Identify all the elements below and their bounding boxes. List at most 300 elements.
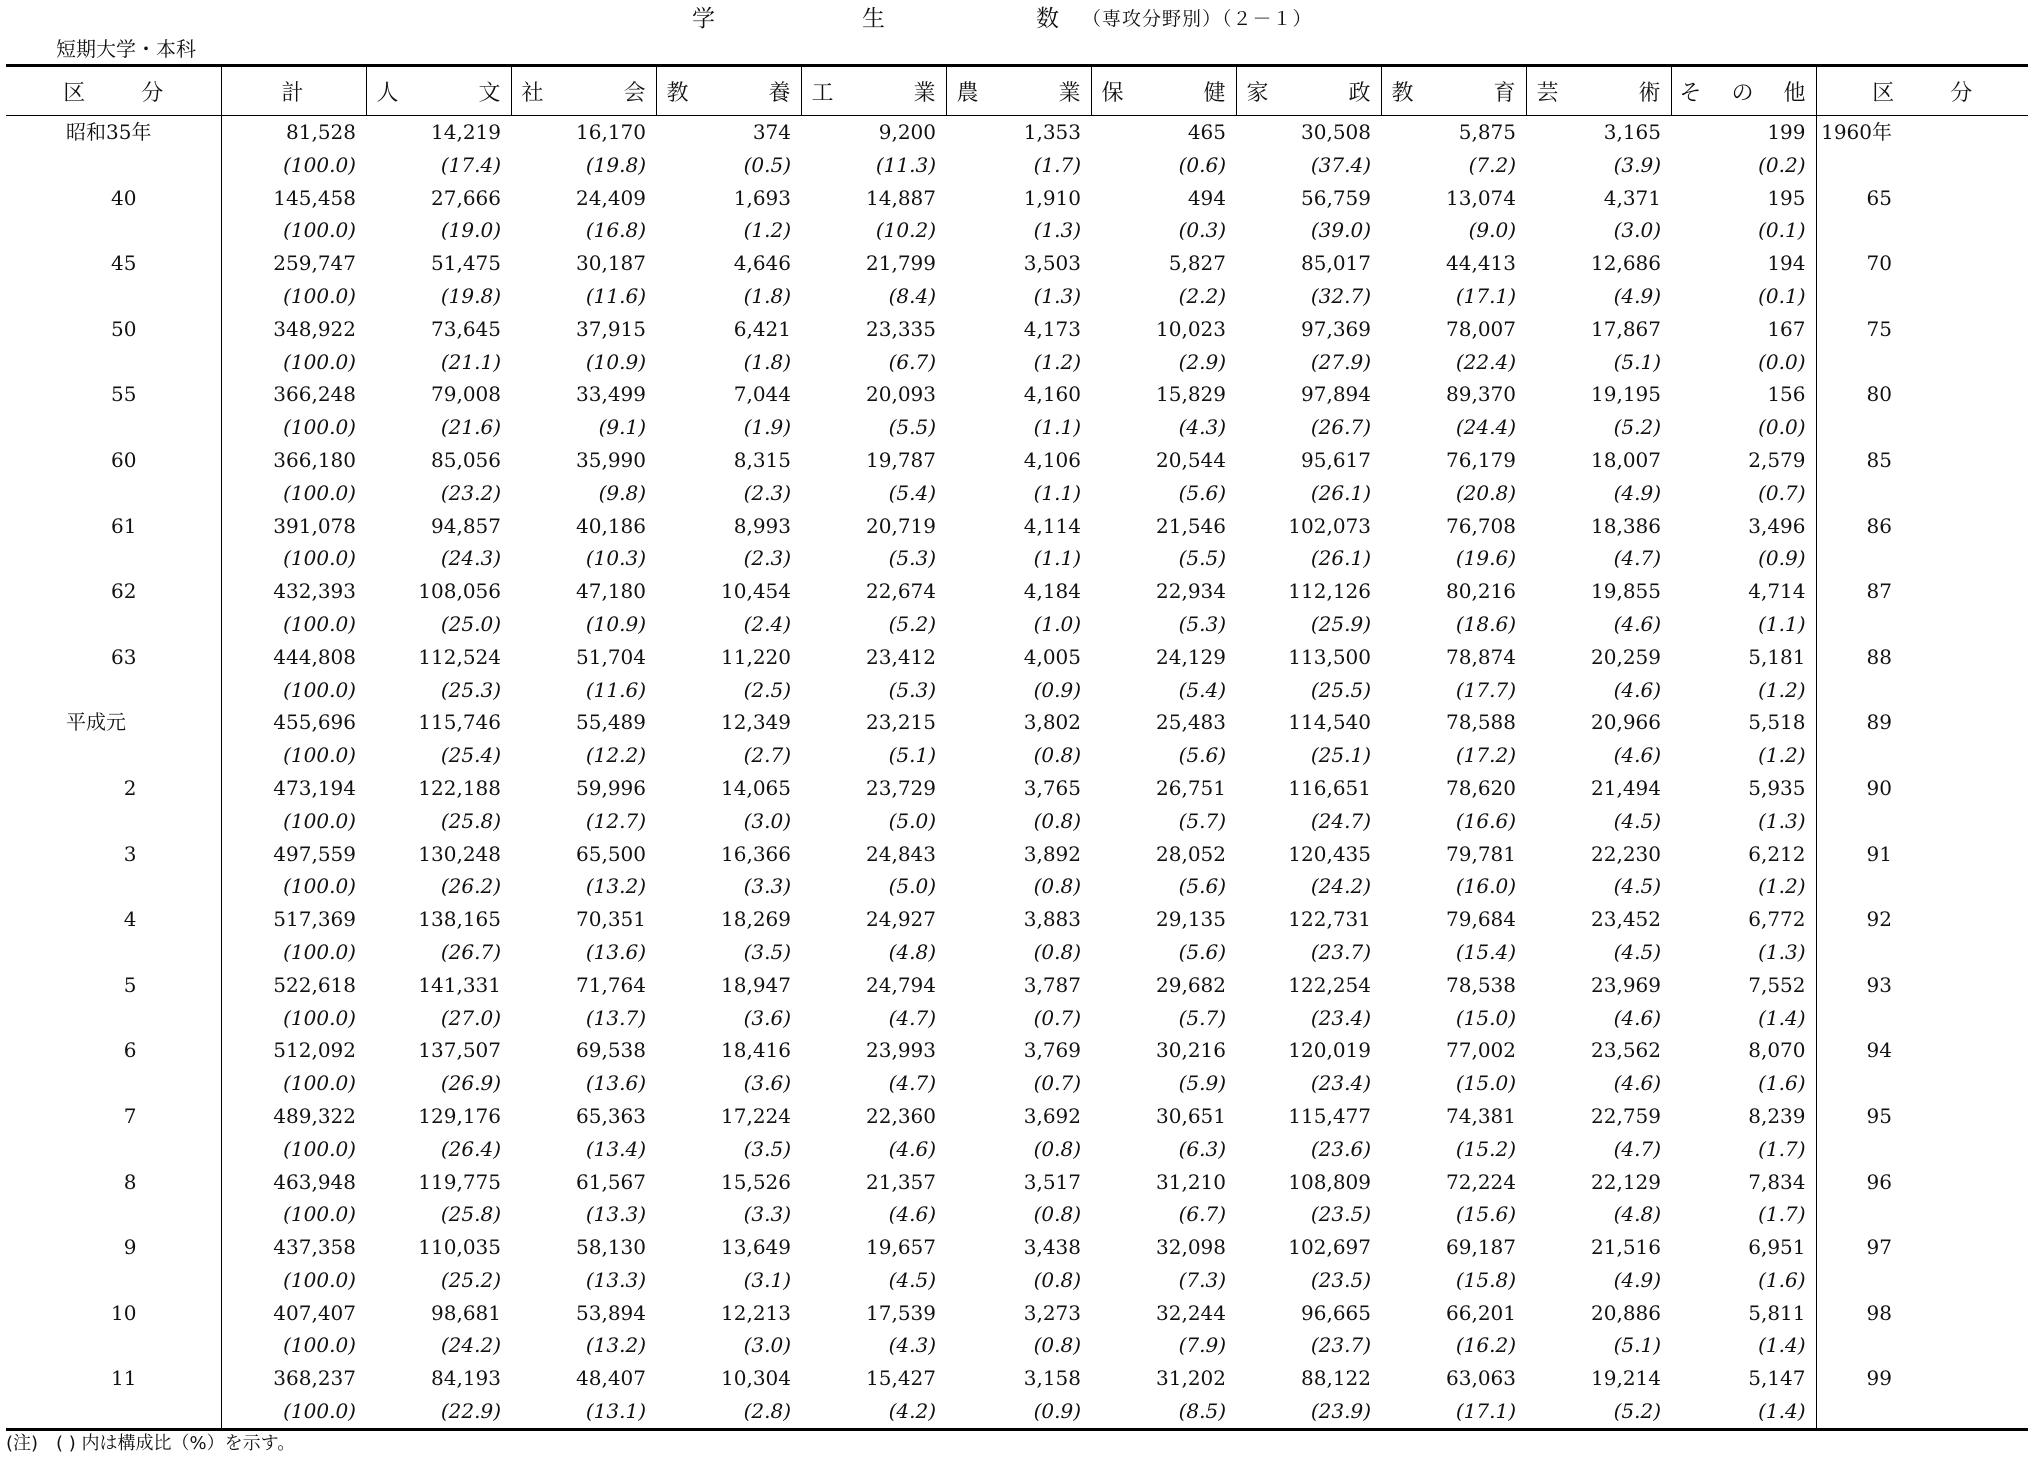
- row-label-empty: [6, 542, 221, 575]
- title-char-1: 学: [692, 6, 715, 32]
- percent-cell: (37.4): [1310, 152, 1371, 177]
- percent-cell: (26.9): [440, 1071, 501, 1096]
- percent-cell: (19.6): [1455, 546, 1516, 571]
- value-cell: 4,184: [1023, 579, 1081, 604]
- value-cell: 195: [1767, 185, 1806, 210]
- value-cell: 20,093: [866, 382, 936, 407]
- table-row: [6, 116, 2028, 149]
- header-text: そ: [1679, 80, 1702, 106]
- value-cell: 120,435: [1288, 841, 1371, 866]
- percent-cell: (100.0): [283, 415, 356, 440]
- row-year-empty: [1816, 608, 2028, 641]
- percent-cell: (11.6): [585, 283, 646, 308]
- value-cell: 23,335: [866, 316, 936, 341]
- value-cell: 1,910: [1023, 185, 1081, 210]
- header-text: 分: [141, 80, 164, 106]
- percent-cell: (5.7): [1178, 808, 1226, 833]
- value-cell: 10,304: [721, 1366, 791, 1391]
- table-row-percent: [6, 280, 2028, 313]
- row-label-empty: [6, 936, 221, 969]
- row-year-empty: [1816, 739, 2028, 772]
- percent-cell: (100.0): [283, 218, 356, 243]
- value-cell: 20,544: [1156, 447, 1226, 472]
- percent-cell: (1.2): [1758, 743, 1806, 768]
- row-year-empty: [1816, 1395, 2028, 1429]
- header-text: 家: [1246, 80, 1269, 106]
- value-cell: 15,829: [1156, 382, 1226, 407]
- value-cell: 5,875: [1458, 120, 1516, 144]
- percent-cell: (2.7): [743, 743, 791, 768]
- value-cell: 102,697: [1288, 1235, 1371, 1260]
- percent-cell: (100.0): [283, 1202, 356, 1227]
- value-cell: 16,170: [576, 120, 646, 144]
- row-label: 7: [6, 1100, 221, 1133]
- row-label: 6: [6, 1034, 221, 1067]
- percent-cell: (1.8): [743, 283, 791, 308]
- value-cell: 13,074: [1446, 185, 1516, 210]
- value-cell: 23,562: [1591, 1038, 1661, 1063]
- row-year-empty: [1816, 805, 2028, 838]
- value-cell: 16,366: [721, 841, 791, 866]
- percent-cell: (3.5): [743, 1136, 791, 1161]
- percent-cell: (100.0): [283, 1136, 356, 1161]
- row-year: 88: [1816, 641, 2028, 674]
- percent-cell: (13.6): [585, 939, 646, 964]
- value-cell: 89,370: [1446, 382, 1516, 407]
- value-cell: 61,567: [576, 1169, 646, 1194]
- value-cell: 69,538: [576, 1038, 646, 1063]
- percent-cell: (25.5): [1310, 677, 1371, 702]
- percent-cell: (13.6): [585, 1071, 646, 1096]
- row-year-empty: [1816, 1002, 2028, 1035]
- row-year: 93: [1816, 969, 2028, 1002]
- value-cell: 259,747: [273, 251, 356, 276]
- percent-cell: (1.7): [1033, 152, 1081, 177]
- table-row: [6, 706, 2028, 739]
- percent-cell: (4.9): [1613, 283, 1661, 308]
- percent-cell: (1.8): [743, 349, 791, 374]
- value-cell: 35,990: [576, 447, 646, 472]
- value-cell: 19,195: [1591, 382, 1661, 407]
- value-cell: 4,646: [733, 251, 791, 276]
- percent-cell: (0.9): [946, 1395, 1091, 1429]
- row-label: 40: [6, 182, 221, 215]
- row-year-empty: [1816, 1133, 2028, 1166]
- table-row: [6, 182, 2028, 215]
- percent-cell: (27.0): [440, 1005, 501, 1030]
- percent-cell: (0.0): [1758, 349, 1806, 374]
- value-cell: 348,922: [273, 316, 356, 341]
- value-cell: 85,056: [431, 447, 501, 472]
- percent-cell: (100.0): [283, 677, 356, 702]
- percent-cell: (2.2): [1178, 283, 1226, 308]
- percent-cell: (17.4): [440, 152, 501, 177]
- row-year: 89: [1816, 706, 2028, 739]
- table-row-percent: [6, 1067, 2028, 1100]
- percent-cell: (15.4): [1455, 939, 1516, 964]
- table-row-percent: [6, 149, 2028, 182]
- table-row: [6, 1166, 2028, 1199]
- value-cell: 18,416: [721, 1038, 791, 1063]
- percent-cell: (4.6): [888, 1136, 936, 1161]
- percent-cell: (1.3): [1033, 218, 1081, 243]
- value-cell: 7,834: [1748, 1169, 1806, 1194]
- value-cell: 489,322: [273, 1103, 356, 1128]
- row-label: 10: [6, 1297, 221, 1330]
- percent-cell: (1.1): [1758, 611, 1806, 636]
- row-year-empty: [1816, 674, 2028, 707]
- value-cell: 72,224: [1446, 1169, 1516, 1194]
- table-row-percent: [6, 1329, 2028, 1362]
- row-year: 99: [1816, 1362, 2028, 1395]
- percent-cell: (7.3): [1178, 1267, 1226, 1292]
- percent-cell: (100.0): [283, 611, 356, 636]
- value-cell: 37,915: [576, 316, 646, 341]
- percent-cell: (23.5): [1310, 1267, 1371, 1292]
- value-cell: 8,993: [733, 513, 791, 538]
- percent-cell: (5.5): [888, 415, 936, 440]
- value-cell: 53,894: [576, 1300, 646, 1325]
- value-cell: 167: [1767, 316, 1806, 341]
- value-cell: 6,212: [1748, 841, 1806, 866]
- header-kyoyo: [656, 66, 801, 116]
- value-cell: 116,651: [1288, 775, 1371, 800]
- percent-cell: (15.8): [1455, 1267, 1516, 1292]
- percent-cell: (5.4): [1178, 677, 1226, 702]
- percent-cell: (4.8): [1613, 1202, 1661, 1227]
- percent-cell: (13.3): [585, 1267, 646, 1292]
- percent-cell: (26.7): [1310, 415, 1371, 440]
- value-cell: 115,477: [1288, 1103, 1371, 1128]
- percent-cell: (13.2): [585, 1333, 646, 1358]
- percent-cell: (25.0): [440, 611, 501, 636]
- percent-cell: (1.9): [743, 415, 791, 440]
- value-cell: 30,187: [576, 251, 646, 276]
- value-cell: 115,746: [418, 710, 501, 735]
- percent-cell: (16.0): [1455, 874, 1516, 899]
- header-kubun-right: [1816, 66, 2028, 116]
- percent-cell: (9.0): [1468, 218, 1516, 243]
- row-year: 91: [1816, 838, 2028, 871]
- row-year: 80: [1816, 378, 2028, 411]
- header-text: 農: [956, 80, 979, 106]
- percent-cell: (1.1): [1033, 546, 1081, 571]
- percent-cell: (100.0): [283, 283, 356, 308]
- percent-cell: (3.0): [1613, 218, 1661, 243]
- row-label: 4: [6, 903, 221, 936]
- value-cell: 5,181: [1748, 644, 1806, 669]
- row-label-empty: [6, 870, 221, 903]
- row-label: 11: [6, 1362, 221, 1395]
- value-cell: 145,458: [273, 185, 356, 210]
- percent-cell: (1.4): [1758, 1333, 1806, 1358]
- row-label: 8: [6, 1166, 221, 1199]
- percent-cell: (4.5): [888, 1267, 936, 1292]
- value-cell: 84,193: [431, 1366, 501, 1391]
- table-row: [6, 510, 2028, 543]
- table-row-percent: [6, 1133, 2028, 1166]
- header-text: 育: [1493, 80, 1516, 106]
- value-cell: 22,230: [1591, 841, 1661, 866]
- value-cell: 21,799: [866, 251, 936, 276]
- percent-cell: (13.1): [511, 1395, 656, 1429]
- value-cell: 12,349: [721, 710, 791, 735]
- value-cell: 122,254: [1288, 972, 1371, 997]
- percent-cell: (23.5): [1310, 1202, 1371, 1227]
- value-cell: 31,202: [1156, 1366, 1226, 1391]
- percent-cell: (5.4): [888, 480, 936, 505]
- percent-cell: (24.4): [1455, 415, 1516, 440]
- value-cell: 156: [1767, 382, 1806, 407]
- value-cell: 3,496: [1748, 513, 1806, 538]
- percent-cell: (2.4): [743, 611, 791, 636]
- header-shakai: [511, 66, 656, 116]
- percent-cell: (3.6): [743, 1005, 791, 1030]
- value-cell: 14,065: [721, 775, 791, 800]
- value-cell: 4,173: [1023, 316, 1081, 341]
- value-cell: 368,237: [273, 1366, 356, 1391]
- percent-cell: (13.3): [585, 1202, 646, 1227]
- percent-cell: (25.2): [440, 1267, 501, 1292]
- row-label-empty: [6, 739, 221, 772]
- header-text: 会: [623, 80, 646, 106]
- value-cell: 8,315: [733, 447, 791, 472]
- row-year: 97: [1816, 1231, 2028, 1264]
- percent-cell: (23.9): [1236, 1395, 1381, 1429]
- value-cell: 23,215: [866, 710, 936, 735]
- percent-cell: (0.1): [1758, 283, 1806, 308]
- value-cell: 1,353: [1023, 120, 1081, 144]
- percent-cell: (5.6): [1178, 939, 1226, 964]
- percent-cell: (23.7): [1310, 939, 1371, 964]
- row-label: 3: [6, 838, 221, 871]
- percent-cell: (0.8): [1033, 939, 1081, 964]
- percent-cell: (100.0): [283, 743, 356, 768]
- percent-cell: (11.3): [875, 152, 936, 177]
- percent-cell: (5.3): [1178, 611, 1226, 636]
- percent-cell: (23.4): [1310, 1005, 1371, 1030]
- value-cell: 497,559: [273, 841, 356, 866]
- percent-cell: (32.7): [1310, 283, 1371, 308]
- value-cell: 3,273: [1023, 1300, 1081, 1325]
- value-cell: 24,129: [1156, 644, 1226, 669]
- percent-cell: (3.3): [743, 1202, 791, 1227]
- percent-cell: (0.8): [1033, 1267, 1081, 1292]
- table-row: [6, 772, 2028, 805]
- value-cell: 3,802: [1023, 710, 1081, 735]
- percent-cell: (5.0): [888, 874, 936, 899]
- value-cell: 48,407: [576, 1366, 646, 1391]
- value-cell: 78,538: [1446, 972, 1516, 997]
- percent-cell: (0.6): [1178, 152, 1226, 177]
- value-cell: 77,002: [1446, 1038, 1516, 1063]
- value-cell: 40,186: [576, 513, 646, 538]
- header-kubun-left: [6, 66, 221, 116]
- table-row: [6, 1034, 2028, 1067]
- page-title: [0, 4, 2032, 34]
- row-label-empty: [6, 1133, 221, 1166]
- row-year-empty: [1816, 149, 2028, 182]
- value-cell: 21,494: [1591, 775, 1661, 800]
- percent-cell: (25.3): [440, 677, 501, 702]
- percent-cell: (22.4): [1455, 349, 1516, 374]
- value-cell: 4,005: [1023, 644, 1081, 669]
- value-cell: 11,220: [721, 644, 791, 669]
- percent-cell: (16.2): [1455, 1333, 1516, 1358]
- value-cell: 19,787: [866, 447, 936, 472]
- value-cell: 5,811: [1748, 1300, 1806, 1325]
- percent-cell: (0.7): [1033, 1005, 1081, 1030]
- percent-cell: (17.1): [1455, 283, 1516, 308]
- percent-cell: (5.3): [888, 677, 936, 702]
- percent-cell: (5.1): [1613, 1333, 1661, 1358]
- percent-cell: (4.7): [888, 1071, 936, 1096]
- percent-cell: (26.4): [440, 1136, 501, 1161]
- value-cell: 65,500: [576, 841, 646, 866]
- row-year: 70: [1816, 247, 2028, 280]
- value-cell: 17,867: [1591, 316, 1661, 341]
- value-cell: 44,413: [1446, 251, 1516, 276]
- percent-cell: (1.3): [1033, 283, 1081, 308]
- percent-cell: (100.0): [283, 874, 356, 899]
- percent-cell: (0.7): [1758, 480, 1806, 505]
- value-cell: 32,244: [1156, 1300, 1226, 1325]
- value-cell: 27,666: [431, 185, 501, 210]
- percent-cell: (4.6): [1613, 743, 1661, 768]
- table-row: [6, 969, 2028, 1002]
- percent-cell: (0.8): [1033, 1202, 1081, 1227]
- percent-cell: (4.8): [888, 939, 936, 964]
- value-cell: 522,618: [273, 972, 356, 997]
- table-subheading: 短期大学・本科: [56, 37, 196, 61]
- percent-cell: (1.6): [1758, 1071, 1806, 1096]
- value-cell: 94,857: [431, 513, 501, 538]
- percent-cell: (0.8): [1033, 874, 1081, 899]
- value-cell: 66,201: [1446, 1300, 1516, 1325]
- value-cell: 137,507: [418, 1038, 501, 1063]
- value-cell: 81,528: [286, 120, 356, 144]
- percent-cell: (1.2): [1033, 349, 1081, 374]
- percent-cell: (0.9): [1758, 546, 1806, 571]
- value-cell: 3,165: [1603, 120, 1661, 144]
- value-cell: 15,526: [721, 1169, 791, 1194]
- value-cell: 21,546: [1156, 513, 1226, 538]
- header-row: [6, 66, 2028, 116]
- percent-cell: (1.1): [1033, 480, 1081, 505]
- percent-cell: (3.1): [743, 1267, 791, 1292]
- row-year-empty: [1816, 411, 2028, 444]
- row-year-empty: [1816, 477, 2028, 510]
- table-row-percent: [6, 214, 2028, 247]
- value-cell: 463,948: [273, 1169, 356, 1194]
- value-cell: 4,160: [1023, 382, 1081, 407]
- percent-cell: (5.5): [1178, 546, 1226, 571]
- value-cell: 455,696: [273, 710, 356, 735]
- percent-cell: (4.6): [888, 1202, 936, 1227]
- value-cell: 6,772: [1748, 907, 1806, 932]
- table-row: [6, 313, 2028, 346]
- row-label-empty: [6, 1329, 221, 1362]
- value-cell: 122,188: [418, 775, 501, 800]
- header-text: 社: [521, 80, 544, 106]
- percent-cell: (18.6): [1455, 611, 1516, 636]
- percent-cell: (23.4): [1310, 1071, 1371, 1096]
- percent-cell: (3.0): [743, 1333, 791, 1358]
- row-label: 9: [6, 1231, 221, 1264]
- value-cell: 88,122: [1301, 1366, 1371, 1391]
- value-cell: 7,552: [1748, 972, 1806, 997]
- percent-cell: (7.9): [1178, 1333, 1226, 1358]
- value-cell: 51,704: [576, 644, 646, 669]
- percent-cell: (21.1): [440, 349, 501, 374]
- row-year: 75: [1816, 313, 2028, 346]
- value-cell: 19,657: [866, 1235, 936, 1260]
- row-label: 50: [6, 313, 221, 346]
- value-cell: 96,665: [1301, 1300, 1371, 1325]
- title-subtitle: （専攻分野別）（２－１）: [1082, 8, 1313, 30]
- value-cell: 63,063: [1446, 1366, 1516, 1391]
- table-row-percent: [6, 411, 2028, 444]
- header-text: 業: [913, 80, 936, 106]
- percent-cell: (1.0): [1033, 611, 1081, 636]
- value-cell: 194: [1767, 251, 1806, 276]
- value-cell: 13,649: [721, 1235, 791, 1260]
- value-cell: 5,518: [1748, 710, 1806, 735]
- value-cell: 3,765: [1023, 775, 1081, 800]
- percent-cell: (20.8): [1455, 480, 1516, 505]
- value-cell: 3,787: [1023, 972, 1081, 997]
- value-cell: 130,248: [418, 841, 501, 866]
- value-cell: 24,927: [866, 907, 936, 932]
- percent-cell: (6.7): [1178, 1202, 1226, 1227]
- row-year-empty: [1816, 1264, 2028, 1297]
- row-year: 98: [1816, 1297, 2028, 1330]
- value-cell: 79,008: [431, 382, 501, 407]
- value-cell: 29,682: [1156, 972, 1226, 997]
- value-cell: 512,092: [273, 1038, 356, 1063]
- header-sonota: [1671, 66, 1816, 116]
- value-cell: 23,729: [866, 775, 936, 800]
- table-row: [6, 247, 2028, 280]
- row-label: 昭和35年: [6, 116, 221, 149]
- value-cell: 199: [1767, 120, 1806, 144]
- row-label-empty: [6, 1395, 221, 1429]
- percent-cell: (6.3): [1178, 1136, 1226, 1161]
- value-cell: 5,147: [1748, 1366, 1806, 1391]
- percent-cell: (0.8): [1033, 1136, 1081, 1161]
- header-text: 区: [1872, 80, 1895, 106]
- row-label-empty: [6, 1198, 221, 1231]
- row-year: 96: [1816, 1166, 2028, 1199]
- header-text: 術: [1638, 80, 1661, 106]
- header-text: 政: [1348, 80, 1371, 106]
- title-char-3: 数: [1036, 6, 1059, 32]
- percent-cell: (12.2): [585, 743, 646, 768]
- row-year-empty: [1816, 214, 2028, 247]
- value-cell: 28,052: [1156, 841, 1226, 866]
- percent-cell: (100.0): [283, 546, 356, 571]
- header-text: 保: [1101, 80, 1124, 106]
- percent-cell: (8.4): [888, 283, 936, 308]
- value-cell: 76,179: [1446, 447, 1516, 472]
- value-cell: 3,769: [1023, 1038, 1081, 1063]
- value-cell: 391,078: [273, 513, 356, 538]
- value-cell: 78,007: [1446, 316, 1516, 341]
- value-cell: 98,681: [431, 1300, 501, 1325]
- table-row-percent: [6, 1264, 2028, 1297]
- header-text: 健: [1203, 80, 1226, 106]
- percent-cell: (23.2): [440, 480, 501, 505]
